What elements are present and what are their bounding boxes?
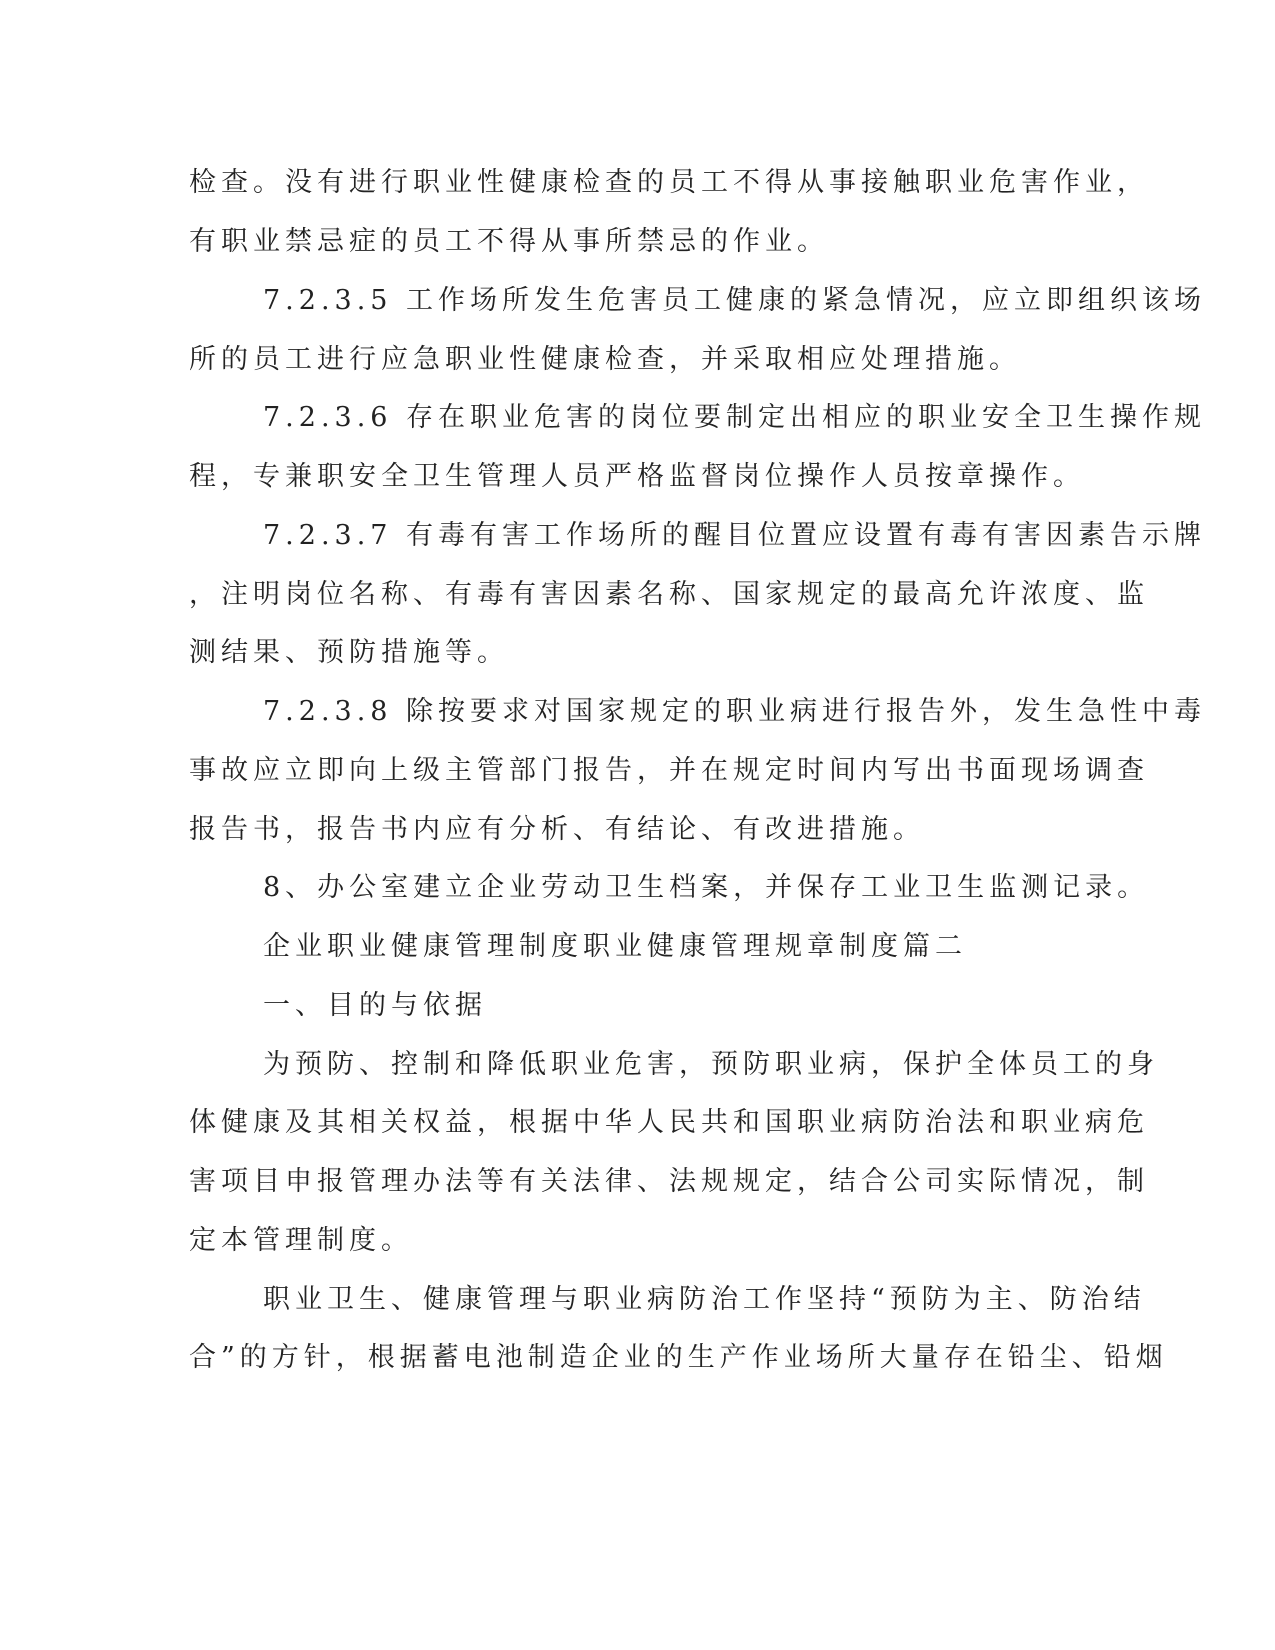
text-line: 8、办公室建立企业劳动卫生档案，并保存工业卫生监测记录。 (263, 872, 1150, 903)
text-line: 为预防、控制和降低职业危害，预防职业病，保护全体员工的身 (263, 1049, 1159, 1080)
text-line: 定本管理制度。 (189, 1225, 413, 1256)
text-line: 职业卫生、健康管理与职业病防治工作坚持“预防为主、防治结 (263, 1284, 1146, 1315)
text-line: 7.2.3.7 有毒有害工作场所的醒目位置应设置有毒有害因素告示牌 (263, 520, 1207, 551)
text-line: 害项目申报管理办法等有关法律、法规规定，结合公司实际情况，制 (189, 1166, 1149, 1197)
text-line: 检查。没有进行职业性健康检查的员工不得从事接触职业危害作业， (189, 167, 1149, 198)
text-line: 7.2.3.8 除按要求对国家规定的职业病进行报告外，发生急性中毒 (263, 696, 1207, 727)
text-line: 7.2.3.5 工作场所发生危害员工健康的紧急情况，应立即组织该场 (263, 285, 1207, 316)
text-line: 事故应立即向上级主管部门报告，并在规定时间内写出书面现场调查 (189, 755, 1149, 786)
text-line: 所的员工进行应急职业性健康检查，并采取相应处理措施。 (189, 344, 1021, 375)
text-line: 程，专兼职安全卫生管理人员严格监督岗位操作人员按章操作。 (189, 461, 1085, 492)
text-line: 测结果、预防措施等。 (189, 637, 509, 668)
text-line: ，注明岗位名称、有毒有害因素名称、国家规定的最高允许浓度、监 (189, 579, 1149, 610)
text-line: 有职业禁忌症的员工不得从事所禁忌的作业。 (189, 226, 829, 257)
text-line: 报告书，报告书内应有分析、有结论、有改进措施。 (189, 814, 925, 845)
text-line: 体健康及其相关权益，根据中华人民共和国职业病防治法和职业病危 (189, 1107, 1149, 1138)
text-line: 7.2.3.6 存在职业危害的岗位要制定出相应的职业安全卫生操作规 (263, 402, 1207, 433)
section-heading: 一、目的与依据 (263, 990, 487, 1021)
section-title: 企业职业健康管理制度职业健康管理规章制度篇二 (263, 931, 967, 962)
text-line: 合”的方针，根据蓄电池制造企业的生产作业场所大量存在铅尘、铅烟 (189, 1342, 1168, 1373)
